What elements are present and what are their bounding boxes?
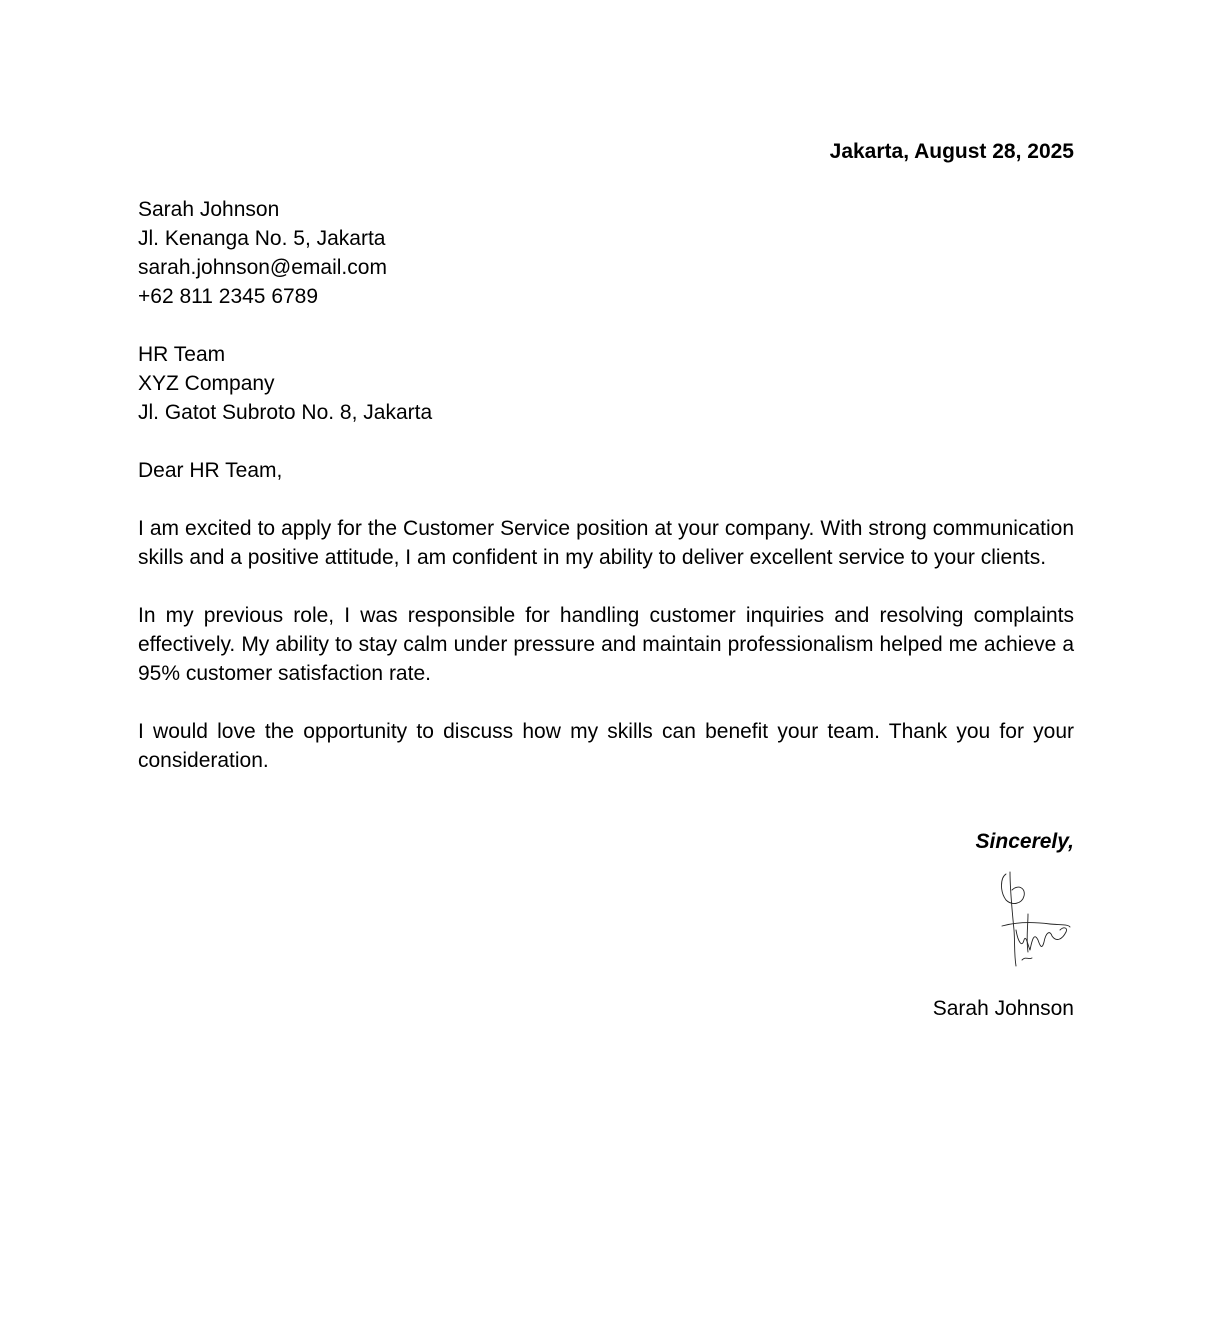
sender-email: sarah.johnson@email.com [138,256,387,279]
body-paragraph-1: I am excited to apply for the Customer Service position at your company. With strong communication skills and a positive attitude, I am confident in my ability to deliver excellent service to your clients. [138,517,1074,569]
recipient-address: Jl. Gatot Subroto No. 8, Jakarta [138,401,433,424]
body-paragraph-3: I would love the opportunity to discuss how my skills can benefit your team. Thank you for your consideration. [138,720,1074,772]
recipient-team: HR Team [138,343,226,366]
closing: Sincerely, [975,830,1074,853]
recipient-block [138,340,1074,427]
letter-content [138,137,1074,1023]
sender-name: Sarah Johnson [138,198,280,221]
sender-phone: +62 811 2345 6789 [138,285,319,308]
sender-address: Jl. Kenanga No. 5, Jakarta [138,227,386,250]
salutation: Dear HR Team, [138,459,283,482]
letter-date: Jakarta, August 28, 2025 [829,140,1074,163]
sender-block [138,195,1074,311]
signature-area [138,856,1074,986]
signer-name: Sarah Johnson [932,997,1074,1020]
recipient-company: XYZ Company [138,372,275,395]
handwritten-signature [998,870,1074,970]
body-paragraph-2: In my previous role, I was responsible for handling customer inquiries and resolving complaints effectively. My ability to stay calm under pressure and maintain professionalism helped me achieve a 95% customer satisfaction rate. [138,604,1074,685]
